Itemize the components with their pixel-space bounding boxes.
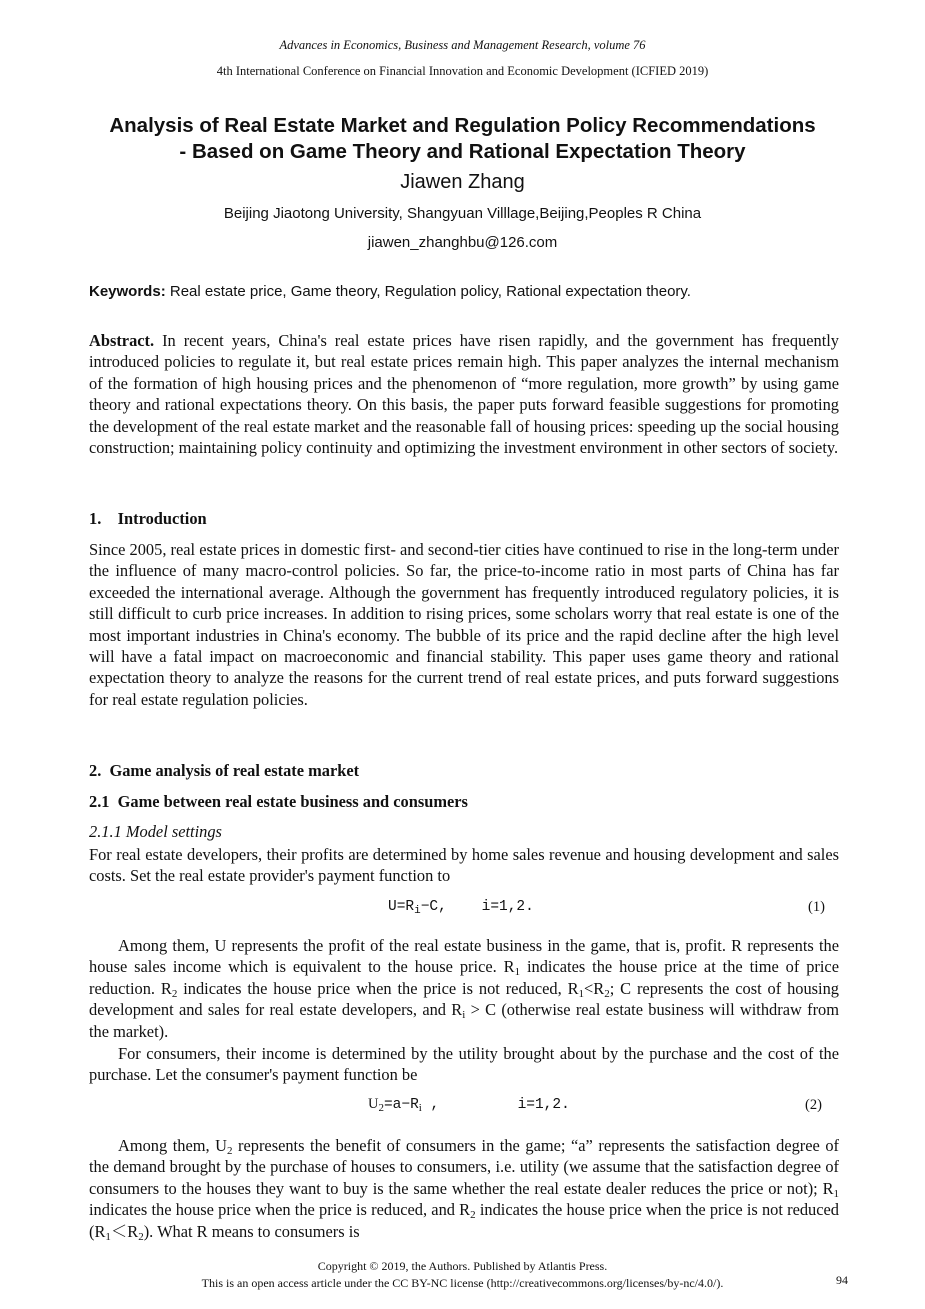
benefit-explanation-text <box>89 1135 839 1242</box>
abstract <box>89 330 839 458</box>
eq2-sub2: i <box>418 1102 422 1114</box>
license-notice: This is an open access article under the CC BY-NC license (http://creativecommons.org/licenses/by-nc/4.0/). <box>201 1276 724 1290</box>
text-run: indicates the house price when the price is not reduced (R <box>89 1200 839 1241</box>
text-run: Among them, U <box>118 1136 227 1155</box>
text-run: indicates the house price when the price is reduced, and R <box>89 1200 471 1220</box>
subscript: 2 <box>138 1230 144 1243</box>
eq2-sub1: 2 <box>378 1102 384 1114</box>
author-email: jiawen_zhanghbu@126.com <box>367 234 558 251</box>
eq1-lhs: U=R <box>388 899 415 915</box>
section-1-heading: 1. Introduction <box>89 509 207 528</box>
eq2-rhs: , i=1,2. <box>421 1097 570 1113</box>
author-name: Jiawen Zhang <box>400 171 525 193</box>
abstract-text: In recent years, China's real estate prices have risen rapidly, and the government has frequently introduced policies to regulate it, but real estate prices remain high. This paper analyzes the internal mechanism of the formation of high housing prices and the phenomenon of “more regulation, more growth” by using game theory and rational expectations theory. On this basis, the paper puts forward feasible suggestions for promoting the development of the real estate market and the reasonable fall of housing prices: speeding up the social housing construction; maintaining policy continuity and optimizing the investment environment in other sectors of society. <box>89 331 839 458</box>
copyright-notice: Copyright © 2019, the Authors. Published by Atlantis Press. <box>317 1259 608 1273</box>
subscript: 2 <box>470 1209 476 1222</box>
text-run: > C (otherwise real estate business will withdraw from the market). <box>89 1000 839 1041</box>
paper-title <box>0 113 925 165</box>
profit-explanation-text <box>89 935 839 1042</box>
subscript: i <box>462 1009 466 1022</box>
text-run: indicates the house price at the time of price reduction. R <box>89 957 839 998</box>
subscript: 2 <box>604 987 610 1000</box>
eq1-rhs: −C, i=1,2. <box>420 899 534 915</box>
subscript: 2 <box>226 1145 233 1157</box>
equation-1-number: (1) <box>808 899 825 915</box>
subscript: 1 <box>105 1230 111 1243</box>
text-run: indicates the house price when the price is not reduced, R <box>177 978 579 998</box>
abstract-label: Abstract. <box>89 331 155 350</box>
subscript: 1 <box>578 987 585 1000</box>
section-1-text: Since 2005, real estate prices in domestic first- and second-tier cities have continued to rise in the long-term under the influence of many macro-control policies. So far, the price-to-income ratio in most parts of China has far exceeded the international average. Although the government has frequently introduced regulatory policies, it is still difficult to curb price increases. In addition to rising prices, some scholars worry that real estate is one of the most important industries in China's economy. The bubble of its price and the rapid decline after the high level will have a fatal impact on macroeconomic and financial stability. This paper uses game theory and rational expectation theory to analyze the reasons for the current trend of real estate prices, and puts forward suggestions for real estate regulation policies. <box>89 540 839 709</box>
title-line-1: Analysis of Real Estate Market and Regulation Policy Recommendations <box>109 114 816 137</box>
text-run: ; C represents the cost of housing development and sales for real estate developers, and R <box>89 978 839 1020</box>
section-2-heading: 2. Game analysis of real estate market <box>89 761 360 780</box>
consumers-text: For consumers, their income is determined by the utility brought about by the purchase and the cost of the purchase. Let the consumer's payment function be <box>89 1044 839 1085</box>
text-run: ). What R means to consumers is <box>143 1221 360 1241</box>
subscript: 1 <box>833 1187 839 1200</box>
author-affiliation: Beijing Jiaotong University, Shangyuan Villlage,Beijing,Peoples R China <box>223 205 702 222</box>
text-run: represents the benefit of consumers in the game; “a” represents the satisfaction degree of the demand brought by the purchase of houses to consumers, i.e. utility (we assume that the satisfaction degree of consumers to the houses they want to buy is the same whether the real estate dealer reduces the price or not); R <box>89 1136 839 1198</box>
journal-header: Advances in Economics, Business and Management Research, volume 76 <box>279 38 646 52</box>
keywords-label: Keywords: <box>89 283 166 300</box>
conference-header: 4th International Conference on Financial Innovation and Economic Development (ICFIED 2019) <box>216 64 709 78</box>
subscript: 2 <box>171 987 178 1000</box>
keywords-text: Real estate price, Game theory, Regulation policy, Rational expectation theory. <box>165 283 691 300</box>
equation-2 <box>368 1096 570 1113</box>
eq2-mid: =a−R <box>383 1097 419 1113</box>
model-settings-text: For real estate developers, their profits are determined by home sales revenue and housing development and sales costs. Set the real estate provider's payment function to <box>89 845 839 886</box>
section-2-1-1-heading: 2.1.1 Model settings <box>89 822 222 841</box>
keywords <box>89 283 849 300</box>
equation-2-number: (2) <box>805 1097 822 1113</box>
subscript: 1 <box>514 966 521 979</box>
eq1-sub: i <box>414 905 421 917</box>
page-number: 94 <box>836 1273 848 1287</box>
equation-1 <box>388 899 534 915</box>
text-run: <R <box>584 978 605 998</box>
text-run: ＜R <box>110 1221 139 1241</box>
eq2-lhs: U <box>368 1096 379 1112</box>
title-line-2: - Based on Game Theory and Rational Expectation Theory <box>179 140 746 163</box>
text-run: Among them, U represents the profit of the real estate business in the game, that is, profit. R represents the house sales income which is equivalent to the house price. R <box>89 936 839 977</box>
section-2-1-heading: 2.1 Game between real estate business and consumers <box>89 792 468 811</box>
